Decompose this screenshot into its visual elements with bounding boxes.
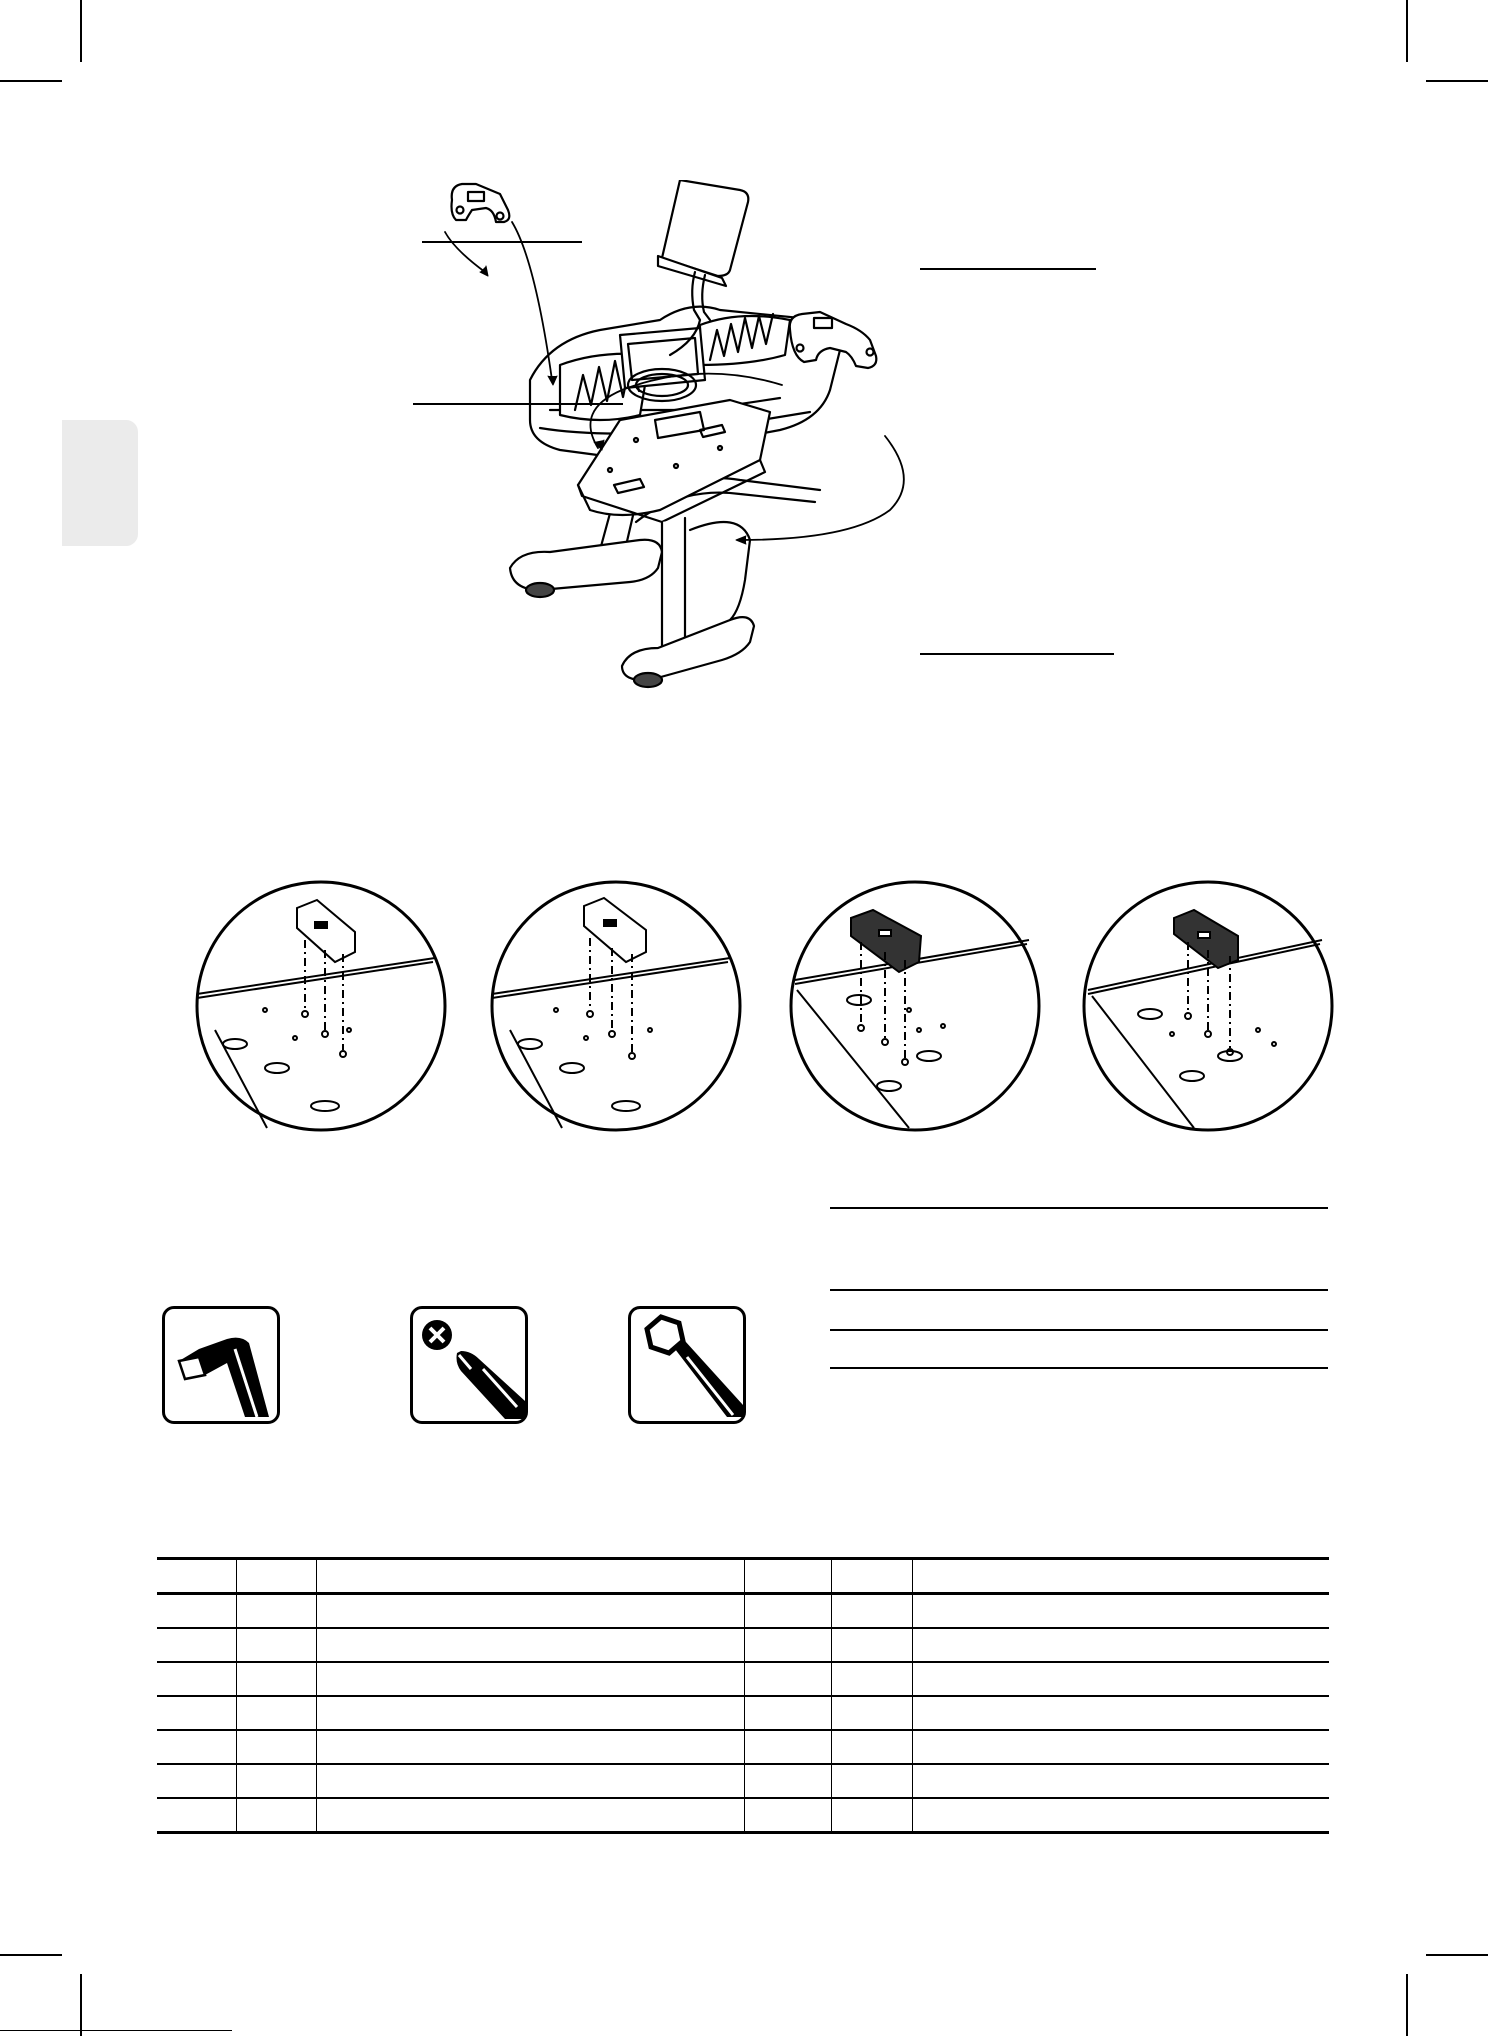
crop-mark [1426, 80, 1488, 82]
hardware-list-row-divider [830, 1367, 1328, 1369]
hardware-list-row-divider [830, 1289, 1328, 1291]
crop-mark [1406, 1974, 1408, 2036]
bracket-detail-1 [195, 880, 447, 1132]
hardware-list-row-divider [830, 1207, 1328, 1209]
hex-key-tool [162, 1306, 280, 1424]
table-header-cell [316, 1559, 744, 1594]
wrench-icon [631, 1309, 743, 1421]
table-row [157, 1764, 1329, 1798]
crop-mark [0, 80, 62, 82]
table-row [157, 1662, 1329, 1696]
screwdriver-tool [410, 1306, 528, 1424]
table-header-cell [744, 1559, 831, 1594]
slug-line [0, 2030, 232, 2031]
hardware-list-row-divider [830, 1329, 1328, 1331]
table-row [157, 1594, 1329, 1629]
table-row [157, 1730, 1329, 1764]
bracket-detail-2 [490, 880, 742, 1132]
table-header-row [157, 1559, 1329, 1594]
table-header-cell [912, 1559, 1329, 1594]
bracket-detail-3 [789, 880, 1041, 1132]
crop-mark [0, 1954, 62, 1956]
wrench-tool [628, 1306, 746, 1424]
table-row [157, 1798, 1329, 1833]
table-row [157, 1696, 1329, 1730]
table-row [157, 1628, 1329, 1662]
parts-table [157, 1557, 1329, 1834]
leader-line [920, 653, 1114, 655]
crop-mark [1406, 0, 1408, 62]
table-header-cell [831, 1559, 912, 1594]
phillips-screwdriver-icon [413, 1309, 525, 1421]
leader-line [920, 268, 1096, 270]
table-header-cell [236, 1559, 316, 1594]
leader-line [422, 241, 582, 243]
crop-mark [80, 0, 82, 62]
table-header-cell [157, 1559, 236, 1594]
crop-mark [1426, 1954, 1488, 1956]
hex-key-icon [165, 1309, 277, 1421]
crop-mark [80, 1974, 82, 2036]
language-tab [62, 420, 138, 546]
leader-line [413, 403, 623, 405]
bracket-detail-4 [1082, 880, 1334, 1132]
